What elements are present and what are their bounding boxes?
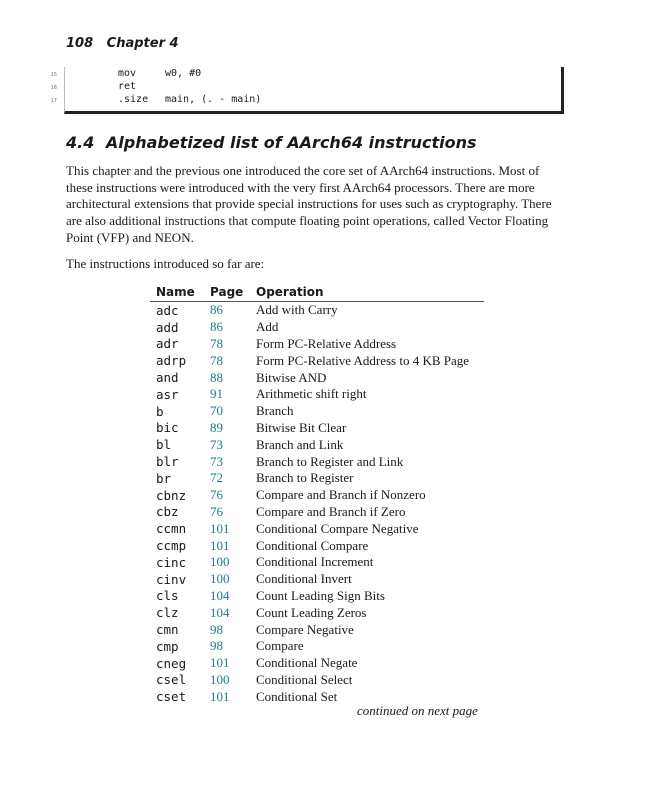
operation-desc: Conditional Compare Negative <box>256 520 419 536</box>
table-row <box>150 588 484 605</box>
instruction-name: cbnz <box>156 487 187 503</box>
page-link[interactable]: 76 <box>210 487 223 503</box>
page-link[interactable]: 78 <box>210 335 223 351</box>
page-link[interactable]: 101 <box>210 520 230 536</box>
intro-paragraph: This chapter and the previous one introduced the core set of AArch64 instructions. Most of these instructions were introduced with the very first AArch64 processors. There are more architectural extensions that provide special instructions for uses such as cryptography. There are also additional instructions that compute floating point operations, called Vector Floating Point (VFP) and NEON. <box>66 163 552 245</box>
code-listing <box>50 67 564 114</box>
page-link[interactable]: 98 <box>210 621 223 637</box>
page-link[interactable]: 100 <box>210 554 230 570</box>
page-link[interactable]: 86 <box>210 302 223 318</box>
table-row <box>150 302 484 319</box>
section-number: 4.4 <box>66 133 95 152</box>
code-line <box>50 68 561 82</box>
chapter-title: Chapter 4 <box>106 36 179 51</box>
operation-desc: Branch <box>256 403 294 419</box>
table-row <box>150 621 484 638</box>
instruction-table <box>150 283 484 705</box>
page-link[interactable]: 89 <box>210 419 223 435</box>
table-row <box>150 403 484 420</box>
table-row <box>150 554 484 571</box>
section-heading <box>66 133 477 152</box>
page-link[interactable]: 76 <box>210 503 223 519</box>
code-line <box>50 81 561 95</box>
code-op: ret <box>118 81 137 92</box>
page-link[interactable]: 78 <box>210 352 223 368</box>
instruction-name: bic <box>156 420 179 436</box>
table-row <box>150 672 484 689</box>
instruction-name: clz <box>156 605 179 621</box>
page-link[interactable]: 100 <box>210 571 230 587</box>
page-number: 108 <box>66 36 94 51</box>
table-row <box>150 571 484 588</box>
code-args: w0, #0 <box>165 68 202 79</box>
page-link[interactable]: 101 <box>210 537 230 553</box>
col-header-name: Name <box>150 283 210 302</box>
instruction-name: and <box>156 370 179 386</box>
instruction-name: cset <box>156 689 187 705</box>
operation-desc: Conditional Compare <box>256 537 369 553</box>
code-op: mov <box>118 68 137 79</box>
col-header-page: Page <box>210 283 256 302</box>
operation-desc: Add with Carry <box>256 302 338 318</box>
operation-desc: Branch to Register and Link <box>256 453 404 469</box>
page-link[interactable]: 91 <box>210 386 223 402</box>
operation-desc: Count Leading Zeros <box>256 604 367 620</box>
running-head <box>66 36 179 51</box>
code-line <box>50 94 561 108</box>
table-row <box>150 436 484 453</box>
instruction-name: adrp <box>156 353 187 369</box>
operation-desc: Compare <box>256 638 304 654</box>
line-number: 17 <box>50 98 57 104</box>
operation-desc: Arithmetic shift right <box>256 386 367 402</box>
table-row <box>150 336 484 353</box>
instruction-name: blr <box>156 454 179 470</box>
operation-desc: Conditional Increment <box>256 554 374 570</box>
table-row <box>150 638 484 655</box>
operation-desc: Count Leading Sign Bits <box>256 587 385 603</box>
operation-desc: Branch and Link <box>256 436 344 452</box>
table-row <box>150 453 484 470</box>
instruction-name: cls <box>156 588 179 604</box>
continued-note: continued on next page <box>357 703 478 718</box>
instruction-name: csel <box>156 672 187 688</box>
instruction-name: cbz <box>156 504 179 520</box>
page-link[interactable]: 73 <box>210 436 223 452</box>
line-number: 15 <box>50 72 57 78</box>
operation-desc: Bitwise AND <box>256 369 327 385</box>
operation-desc: Form PC-Relative Address to 4 KB Page <box>256 352 470 368</box>
operation-desc: Conditional Set <box>256 688 338 704</box>
line-number: 16 <box>50 85 57 91</box>
instruction-name: adr <box>156 336 179 352</box>
operation-desc: Bitwise Bit Clear <box>256 419 347 435</box>
table-row <box>150 604 484 621</box>
table-row <box>150 537 484 554</box>
page-link[interactable]: 100 <box>210 671 230 687</box>
operation-desc: Compare and Branch if Nonzero <box>256 487 426 503</box>
instruction-name: bl <box>156 437 172 453</box>
page-link[interactable]: 70 <box>210 403 223 419</box>
instruction-name: ccmn <box>156 521 187 537</box>
instruction-name: cmn <box>156 622 179 638</box>
table-header-row <box>150 283 484 302</box>
operation-desc: Branch to Register <box>256 470 354 486</box>
operation-desc: Conditional Negate <box>256 655 358 671</box>
col-header-operation: Operation <box>256 283 484 302</box>
page-link[interactable]: 104 <box>210 587 230 603</box>
table-row <box>150 352 484 369</box>
page-link[interactable]: 88 <box>210 369 223 385</box>
operation-desc: Add <box>256 319 279 335</box>
page-link[interactable]: 98 <box>210 638 223 654</box>
code-args: main, (. - main) <box>165 94 262 105</box>
operation-desc: Form PC-Relative Address <box>256 335 397 351</box>
table-row <box>150 470 484 487</box>
table-row <box>150 319 484 336</box>
code-op: .size <box>118 94 149 105</box>
table-row <box>150 655 484 672</box>
table-row <box>150 487 484 504</box>
page-link[interactable]: 72 <box>210 470 223 486</box>
table-row <box>150 520 484 537</box>
page-link[interactable]: 104 <box>210 604 230 620</box>
instruction-name: adc <box>156 302 179 318</box>
instruction-name: br <box>156 470 172 486</box>
operation-desc: Compare Negative <box>256 621 354 637</box>
table-row <box>150 504 484 521</box>
instruction-name: cinc <box>156 554 187 570</box>
instruction-name: asr <box>156 386 179 402</box>
instruction-name: cmp <box>156 638 179 654</box>
instruction-name: cinv <box>156 571 187 587</box>
operation-desc: Compare and Branch if Zero <box>256 503 406 519</box>
instruction-name: cneg <box>156 655 187 671</box>
page-link[interactable]: 73 <box>210 453 223 469</box>
table-row <box>150 420 484 437</box>
table-row <box>150 369 484 386</box>
page-link[interactable]: 101 <box>210 688 230 704</box>
section-title: Alphabetized list of AArch64 instructions <box>105 133 477 152</box>
instruction-name: ccmp <box>156 538 187 554</box>
table-row <box>150 386 484 403</box>
operation-desc: Conditional Invert <box>256 571 352 587</box>
instruction-name: add <box>156 319 179 335</box>
page-link[interactable]: 101 <box>210 655 230 671</box>
list-intro-paragraph: The instructions introduced so far are: <box>66 256 265 271</box>
page-link[interactable]: 86 <box>210 319 223 335</box>
instruction-name: b <box>156 403 164 419</box>
operation-desc: Conditional Select <box>256 671 353 687</box>
